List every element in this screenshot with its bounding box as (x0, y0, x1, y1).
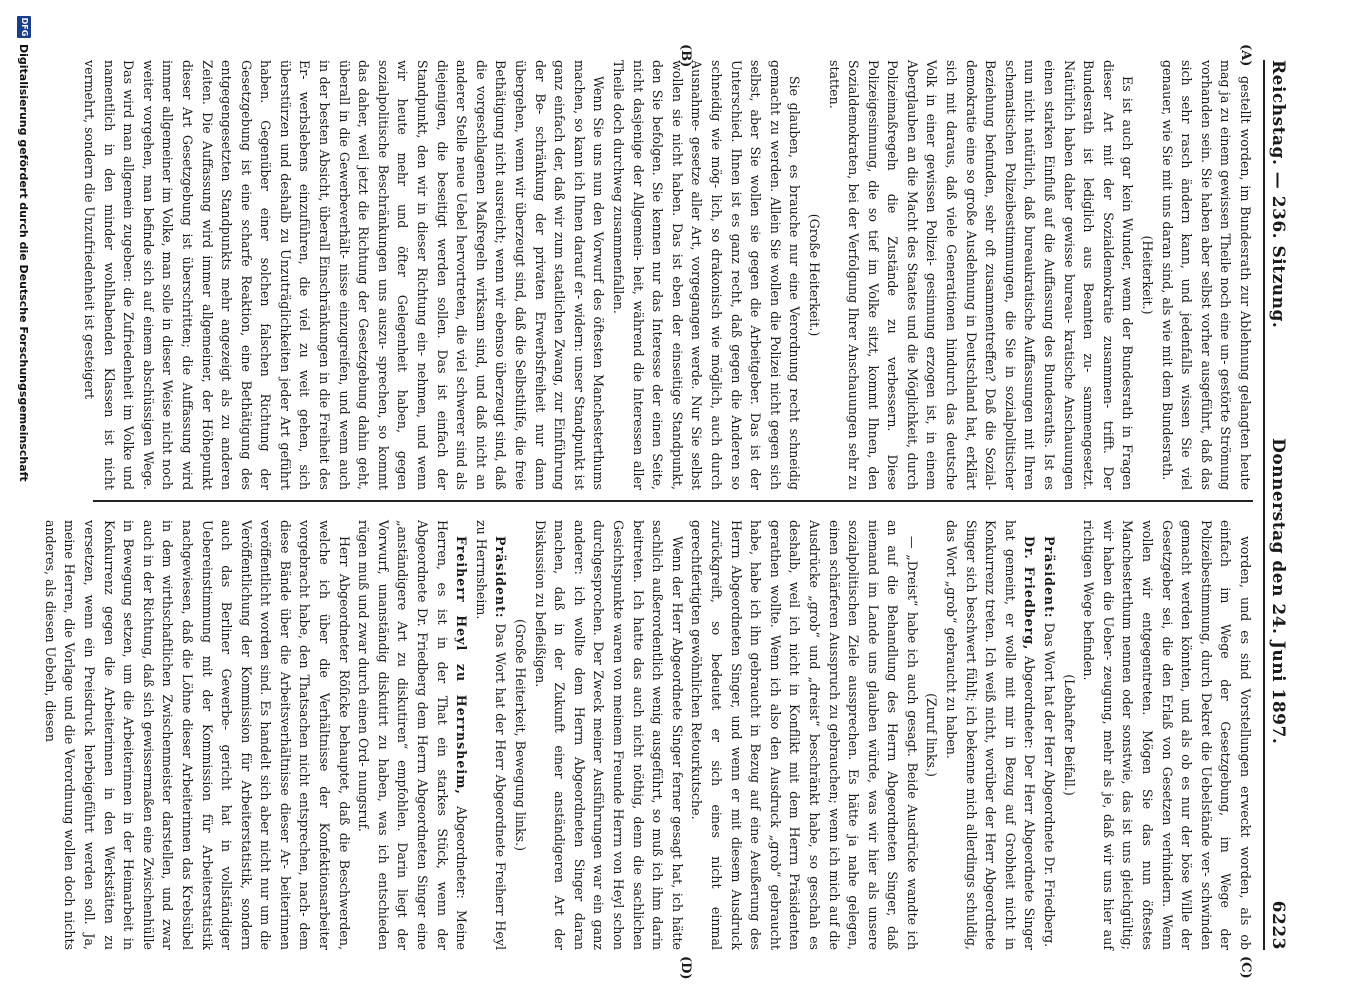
stage-direction: (Heiterkeit.) (1140, 235, 1156, 315)
header-session-title: Reichstag. — 236. Sitzung. (1268, 60, 1288, 329)
body-paragraph: Wenn Sie uns nun den Vorwurf des öftesten Manchesterthums machen, so kann ich Ihnen darauf er- widern: unser Standpunkt ist ganz einfach der, daß wir zum staatlichen Zwang, zur Einführung der Be- schränkung der privaten Erwerbsfreiheit nur dann übergehen, wenn wir überzeugt sind, daß die Selbsthilfe, die freie Bethätigung nicht ausreicht; wenn wir ebenso überzeugt sind, daß die vorgeschlagenen Maßregeln wirksam sind, und daß nicht an anderer Stelle neue Uebel hervortreten, die viel schwerer sind als diejenigen, die beseitigt werden sollen. Das ist einfach der Standpunkt, den wir in dieser Richtung ein- nehmen, und wenn wir heute mehr und öfter Gelegenheit haben, gegen sozialpolitische Beschränkungen uns auszu- sprechen, so kommt das daher, weil jetzt die Richtung der Gesetzgebung dahin geht, überall in die Gewerbeverhält- nisse einzugreifen, und wenn auch in der besten Absicht, überall Einschränkungen in die Freiheit des Er- werbslebens einzuführen, die viel zu weit gehen, sich überstürzen und deshalb zu Unzuträglichkeiten jeder Art geführt haben. Gegenüber einer solchen falschen Richtung der Gesetzgebung ist eine scharfe Reaktion, eine Bethätigung des entgegengesetzten Standpunkts mehr angezeigt als zu anderen Zeiten. Die Auffassung wird immer allgemeiner, der Höhepunkt dieser Art Gesetzgebung ist überschritten; die Auffassung wird immer allgemeiner im Volke, man solle in dieser Weise nicht noch weiter vorgehen, man befinde sich auf einem abschüssigen Wege. Das wird man allgemein zugeben: die Zufriedenheit im Volke und namentlich in den minder wohlhabenden Klassen ist nicht vermehrt, sondern die Unzufriedenheit ist gesteigert (81, 60, 607, 490)
stage-direction: (Große Heiterkeit, Bewegung links.) (513, 618, 529, 852)
speech-text: Abgeordneter: Meine Herren, es ist in der That ein starkes Stück, wenn der Abgeordnete Dr. Friedberg dem Herrn Abgeordneten Singer eine „anständigere Art zu diskutiren“ empfohlen. Darin liegt der Vorwurf, unanständig diskutirt zu haben, was ich entschieden rügen muß und zwar durch einen Ord- nungsruf. (356, 520, 470, 951)
margin-mark-a: (A) (1238, 44, 1253, 67)
speaker-paragraph (942, 520, 1040, 950)
speaker-name: Präsident: (493, 536, 509, 619)
speech-text: Abgeordneter: Der Herr Abgeordnete Singer hat gemeint, er wolle mit mir in Bezug auf Grobheit nicht in Konkurrenz treten. Ich weiß nicht, worüber der Herr Abgeordnete Singer sich beschwert fühlt; ich bekenne mich allerdings schuldig, das Wort „grob“ gebraucht zu haben. (944, 520, 1038, 950)
speaker-paragraph (354, 520, 472, 950)
body-paragraph: gestellt worden, im Bundesrath zur Ablehnung gelangten heute mag ja zu einem gewissen Theile noch eine un- gestörte Strömung vorhanden sein. Sie haben aber selbst vorher ausgeführt, daß das sich sehr rasch ändern kann, und jedenfalls wissen Sie viel genauer, wie Sie mit uns daran sind, als wie mit dem Bundesrath. (1159, 60, 1253, 490)
speaker-name: Dr. Friedberg, (1022, 536, 1038, 651)
credit-text: Digitalisierung gefördert durch die Deutsche Forschungsgemeinschaft (17, 44, 31, 482)
stage-direction: (Große Heiterkeit.) (806, 213, 822, 337)
margin-mark-b: (B) (678, 44, 693, 68)
speaker-paragraph (471, 520, 510, 950)
margin-mark-c: (C) (1238, 956, 1253, 979)
stage-direction: (Lebhafter Beifall.) (1061, 674, 1077, 796)
header-page-number: 6223 (1268, 900, 1288, 950)
speaker-name: Präsident: (1042, 536, 1058, 619)
body-paragraph: Es ist auch gar kein Wunder, wenn der Bundesrath in Fragen dieser Art mit der Sozialdemokratie zusammen- trifft. Der Bundesrath ist lediglich aus Beamten zu- sammengesetzt. Natürlich haben daher gewisse bureau- kratische Anschauungen einen starken Einfluß auf die Auffassung des Bundesraths. Ist es nun nicht natürlich, daß bureaukratische Auffassungen mit Ihren schematischen Polizeibestimmungen, die Sie in sozialpolitischer Beziehung befunden, sehr oft zusammentreffen? Daß die Sozial- demokratie eine so große Ausdehnung in Deutschland hat, erklärt sich mit daraus, daß viele Generationen hindurch das deutsche Volk in einer gewissen Polizei- gesinnung erzogen ist, in einem Aberglauben an die Macht des Staates und die Möglichkeit, durch Polizeimaßregeln die Zustände zu verbessern. Diese Polizeigesinnung, die so tief im Volke sitzt, kommt Ihnen, den Sozialdemokraten, bei der Verfolgung Ihrer Anschauungen sehr zu statten. (826, 60, 1136, 490)
margin-mark-d: (D) (678, 956, 693, 980)
speaker-paragraph (1039, 520, 1059, 950)
body-paragraph: Wenn der Herr Abgeordnete Singer ferner gesagt hat, ich hätte sachlich außerordentlich wenig ausgeführt, so muß ich ihm darin beitreten. Ich hatte das auch nicht nöthig, denn die sachlichen Gesichtspunkte waren von meinem Freunde Herrn von Heyl schon durchgesprochen. Der Zweck meiner Ausführungen war ein ganz anderer: ich wollte dem Herrn Abgeordneten Singer daran machen, daß in der Zukunft einer anständigeren Art der Diskussion zu befleißigen. (532, 520, 685, 950)
body-paragraph: — „Dreist“ habe ich auch gesagt. Beide Ausdrücke wandte ich an auf die Behandlung des Herrn Abgeordneten Singer, daß niemand im Lande uns glauben würde, was wir hier als unsere sozialpolitischen Ziele aussprechen. Es hätte ja nahe gelegen, einen schärferen Ausspruch zu gebrauchen; wenn ich mich auf die Ausdrücke „grob“ und „dreist“ beschränkt habe, so geschah es deshalb, weil ich nicht in Konflikt mit dem Herrn Präsidenten gerathen wollte. Wenn ich also den Ausdruck „grob“ gebraucht habe, habe ich ihn gebraucht in Bezug auf eine Aeußerung des Herrn Abgeordneten Singer, und wenn er mit diesem Ausdruck zurückgreift, so bedeutet er sich eines nicht einmal gerechtfertigten gewöhnlichen Retourkutsche. (689, 520, 920, 950)
dfg-logo: DFG (17, 16, 31, 38)
body-paragraph: Herr Abgeordneter Röſicke behauptet, daß die Beschwerden, welche ich über die Verhältnisse der Konfektionsarbeiter vorgebracht habe, den Thatsachen nicht entsprechen, nach- dem diese Bände über die Arbeitsverhältnisse dieser Ar- beiterinnen veröffentlicht worden sind. Es handelt sich aber nicht nur um die Veröffentlichung der Kommission für Arbeiterstatistik, sondern auch das Berliner Gewerbe- gericht hat in vollständiger Uebereinstimmung mit der Kommission für Arbeiterstatistik nachgewiesen, daß die Löhne dieser Arbeiterinnen das Krebsübel in dem wirthschaftlichen Zwischenmeister darstellen, und zwar auch in der Richtung, daß sich gewissermaßen eine Zwischenhülle in Bewegung setzen, um die Arbeiterinnen in der Heimarbeit in Konkurrenz gegen die Arbeiterinnen in den Werkstätten zu versetzen, wenn ein Preisdruck herbeigeführt werden soll. Ja, meine Herren, die Vorlage und die Verordnung wollen doch nichts anderes, als diesen Uebeln, diesen (42, 520, 352, 950)
text-column-right (42, 520, 1255, 951)
speaker-name: Freiherr Heyl zu Herrnsheim, (454, 536, 470, 795)
header-date-page (1268, 438, 1288, 950)
header-date: Donnerstag den 24. Juni 1897. (1268, 438, 1288, 745)
digitization-credit (13, 0, 35, 1000)
text-column-left (81, 60, 1255, 490)
speech-text: Das Wort hat der Herr Abgeordnete Freiherr Heyl zu Herrnsheim. (473, 520, 509, 950)
page-header (1263, 60, 1291, 950)
speech-text: Das Wort hat der Herr Abgeordnete Dr. Friedberg. (1042, 618, 1058, 948)
body-paragraph: worden, und es sind Vorstellungen erweckt worden, als ob einfach im Wege der Gesetzgebung, im Wege der Polizeibestimmung, durch Dekret die Uebelstände ver- schwinden gemacht werden könnten, und als ob es nur der böse Wille der Gesetzgeber sei, die den Erlaß von Gesetzen verhindern. Wenn wollen wir entgegentreten. Mögen Sie das nun öftestes Manchesterthum nennen oder sonstwie, das ist uns gleichgültig; wir haben die Ueber- zeugung, mehr als je, daß wir uns hier auf richtigen Wege befinden. (1081, 520, 1253, 950)
column-divider (93, 500, 1253, 502)
body-paragraph: Sie glauben, es brauche nur eine Verordnung recht schneidig gemacht zu werden. Allein Sie wollen die Polizei nicht gegen sich selbst, aber Sie wollen sie gegen die Arbeitgeber. Das ist der Unterschied. Ihnen ist es ganz recht, daß gegen die Anderen so schneidig wie mög- lich, so drakonisch wie möglich, auch durch Ausnahme- gesetze aller Art, vorgegangen werde. Nur Sie selbst wollen sie nicht haben. Das ist eben der einseitige Standpunkt, den Sie befolgen. Sie kennen nur das Interesse der einen Seite, nicht dasjenige der Allgemein- heit, während die Interessen aller Theile doch durchweg zusammenfallen. (611, 60, 803, 490)
stage-direction: (Zuruf links.) (924, 693, 940, 777)
